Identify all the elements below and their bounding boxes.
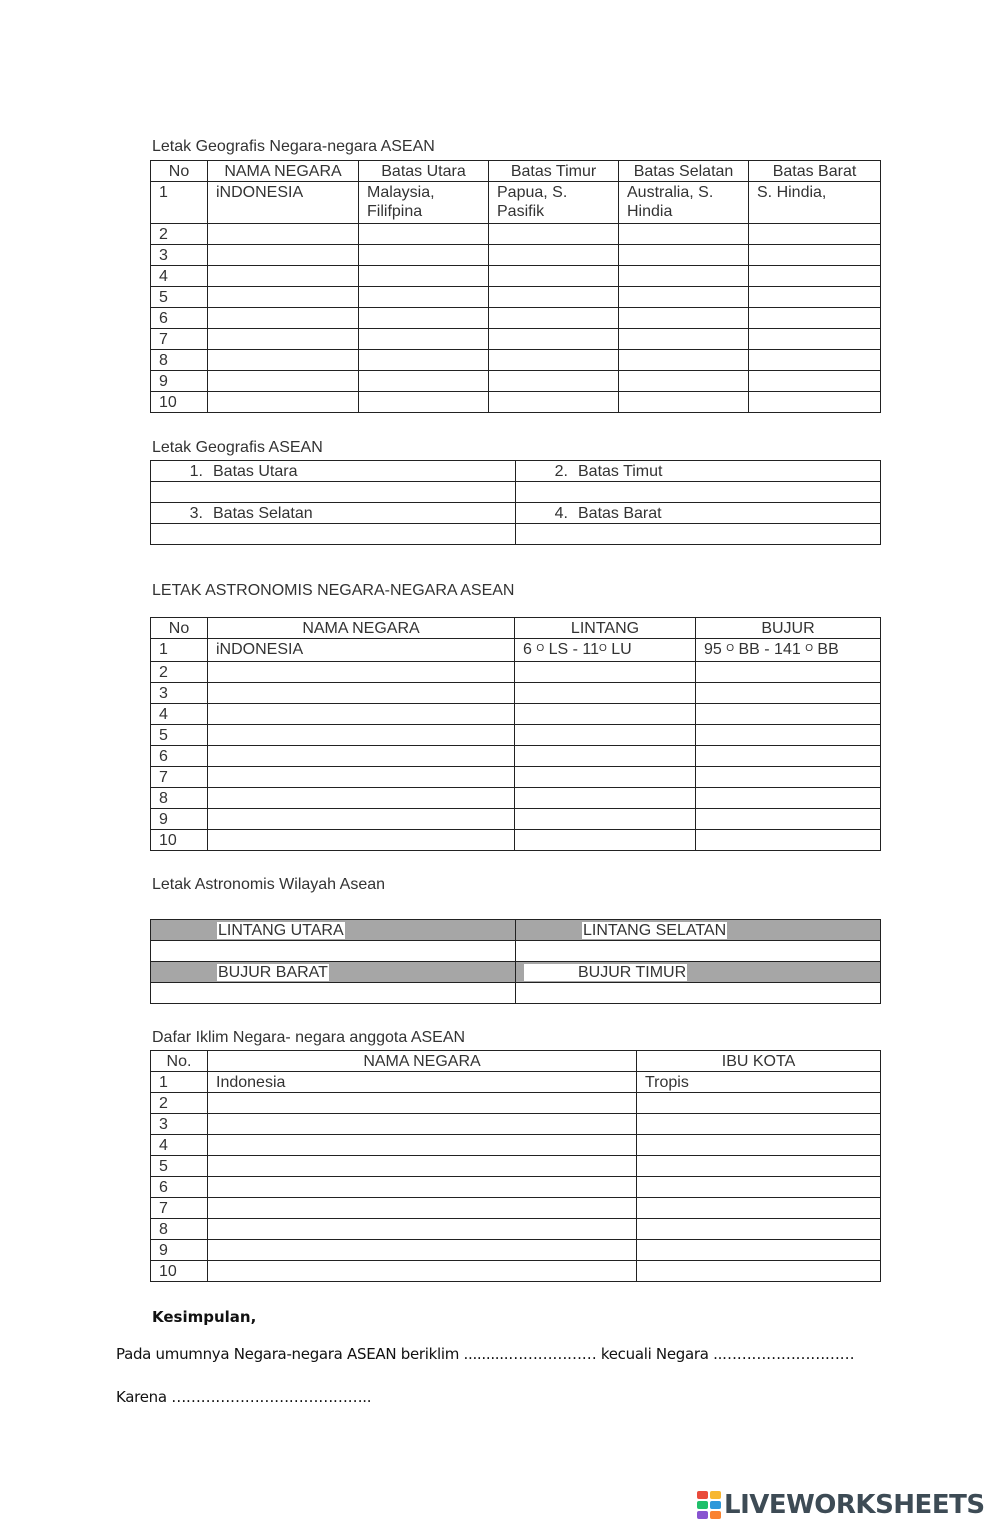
table-cell: Papua, S. Pasifik	[489, 182, 619, 224]
table-cell[interactable]	[208, 371, 359, 392]
table-cell[interactable]	[696, 725, 881, 746]
bujur-barat-answer[interactable]	[151, 983, 516, 1004]
table-row	[151, 329, 881, 350]
table-row	[151, 1261, 881, 1282]
row-number: 7	[151, 1198, 208, 1219]
table-row	[151, 266, 881, 287]
table-cell[interactable]	[515, 662, 696, 683]
row-number: 3	[151, 683, 208, 704]
table-cell: Australia, S. Hindia	[619, 182, 749, 224]
table-cell[interactable]	[208, 287, 359, 308]
row-number: 6	[151, 1177, 208, 1198]
lintang-selatan-answer[interactable]	[516, 941, 881, 962]
table-row	[151, 639, 881, 662]
table-row	[151, 1093, 881, 1114]
row-number: 5	[151, 1156, 208, 1177]
table-cell[interactable]	[696, 809, 881, 830]
table-cell[interactable]	[489, 392, 619, 413]
row-number: 5	[151, 287, 208, 308]
table-cell[interactable]	[208, 1114, 637, 1135]
column-header: Batas Barat	[749, 161, 881, 182]
table-cell[interactable]	[208, 266, 359, 287]
latitude-value: 6 $^O$ LS - $11^O$ LU	[515, 639, 696, 662]
table-row	[151, 1135, 881, 1156]
row-number: 4	[151, 266, 208, 287]
table-cell[interactable]	[359, 392, 489, 413]
table-cell[interactable]	[208, 1261, 637, 1282]
table-cell[interactable]	[208, 1177, 637, 1198]
table-row	[151, 287, 881, 308]
bujur-timur-label: BUJUR TIMUR	[516, 962, 881, 983]
section3-title: LETAK ASTRONOMIS NEGARA-NEGARA ASEAN	[152, 582, 515, 599]
table-cell[interactable]	[696, 788, 881, 809]
table-row	[151, 182, 881, 224]
table-row	[151, 1072, 881, 1093]
column-header: IBU KOTA	[637, 1051, 881, 1072]
table-cell[interactable]	[208, 1219, 637, 1240]
table-cell[interactable]	[619, 329, 749, 350]
conclusion-sentence-2: Karena …………………………………..	[116, 1388, 372, 1406]
table-cell[interactable]	[749, 224, 881, 245]
batas-utara-answer[interactable]	[151, 482, 516, 503]
table-row	[151, 224, 881, 245]
table-cell[interactable]	[637, 1093, 881, 1114]
table-row	[151, 1240, 881, 1261]
table-row	[151, 245, 881, 266]
table-cell[interactable]	[208, 767, 515, 788]
logo-icon	[697, 1491, 721, 1519]
table-row	[151, 1219, 881, 1240]
row-number: 7	[151, 767, 208, 788]
table-cell[interactable]	[208, 788, 515, 809]
lintang-selatan-label: LINTANG SELATAN	[516, 920, 881, 941]
table-cell[interactable]	[619, 224, 749, 245]
row-number: 4	[151, 1135, 208, 1156]
table-cell: iNDONESIA	[208, 182, 359, 224]
logo-text: LIVEWORKSHEETS	[724, 1490, 985, 1520]
table-cell[interactable]	[515, 830, 696, 851]
table-cell[interactable]	[489, 287, 619, 308]
table-cell[interactable]	[359, 350, 489, 371]
table-cell[interactable]	[208, 809, 515, 830]
table-cell[interactable]	[359, 245, 489, 266]
asean-astronomic-table	[150, 919, 881, 1004]
table-cell[interactable]	[515, 683, 696, 704]
table-cell[interactable]	[208, 350, 359, 371]
column-header: Batas Timur	[489, 161, 619, 182]
table-header-row	[151, 618, 881, 639]
row-number: 1	[151, 639, 208, 662]
table-cell[interactable]	[749, 392, 881, 413]
section2-title: Letak Geografis ASEAN	[152, 439, 323, 456]
table-row	[151, 788, 881, 809]
batas-barat-answer[interactable]	[516, 524, 881, 545]
table-cell[interactable]	[619, 392, 749, 413]
table-cell[interactable]	[637, 1114, 881, 1135]
table-row	[151, 308, 881, 329]
column-header: No.	[151, 1051, 208, 1072]
table-cell[interactable]	[359, 287, 489, 308]
table-cell[interactable]	[749, 350, 881, 371]
table-cell[interactable]	[696, 662, 881, 683]
asean-borders-table	[150, 460, 881, 545]
table-row	[151, 767, 881, 788]
table-row	[151, 704, 881, 725]
table-cell[interactable]	[208, 662, 515, 683]
table-cell: Tropis	[637, 1072, 881, 1093]
row-number: 1	[151, 1072, 208, 1093]
logo-square	[710, 1501, 721, 1509]
logo-square	[697, 1511, 708, 1519]
lintang-utara-answer[interactable]	[151, 941, 516, 962]
table-row	[151, 830, 881, 851]
column-header: No	[151, 161, 208, 182]
header-no: No	[151, 618, 208, 639]
table-cell[interactable]	[489, 329, 619, 350]
geographic-borders-table	[150, 160, 881, 413]
table-cell[interactable]	[637, 1198, 881, 1219]
table-cell[interactable]	[208, 1135, 637, 1156]
table-cell[interactable]	[359, 371, 489, 392]
logo-square	[697, 1501, 708, 1509]
bujur-barat-label: BUJUR BARAT	[151, 962, 516, 983]
row-number: 7	[151, 329, 208, 350]
row-number: 1	[151, 182, 208, 224]
table-cell: S. Hindia,	[749, 182, 881, 224]
row-number: 8	[151, 788, 208, 809]
table-cell[interactable]	[208, 329, 359, 350]
table-cell[interactable]	[637, 1177, 881, 1198]
table-cell[interactable]	[359, 308, 489, 329]
longitude-value: 95 $^O$ BB - 141 $^O$ BB	[696, 639, 881, 662]
table-row	[151, 662, 881, 683]
row-number: 9	[151, 371, 208, 392]
table-cell[interactable]	[208, 725, 515, 746]
table-cell[interactable]	[619, 350, 749, 371]
table-row	[151, 809, 881, 830]
table-cell[interactable]	[489, 224, 619, 245]
astronomic-location-table	[150, 617, 881, 851]
logo-square	[710, 1491, 721, 1499]
table-cell[interactable]	[619, 308, 749, 329]
column-header: Batas Utara	[359, 161, 489, 182]
table-cell[interactable]	[208, 1240, 637, 1261]
batas-timur-label: 2. Batas Timut	[516, 461, 881, 482]
table-header-row	[151, 161, 881, 182]
table-row	[151, 1198, 881, 1219]
table-cell[interactable]	[696, 746, 881, 767]
table-row	[151, 350, 881, 371]
table-cell[interactable]	[515, 725, 696, 746]
table-cell[interactable]	[515, 704, 696, 725]
row-number: 10	[151, 830, 208, 851]
column-header: Batas Selatan	[619, 161, 749, 182]
table-row	[151, 683, 881, 704]
row-number: 8	[151, 350, 208, 371]
table-cell[interactable]	[696, 767, 881, 788]
section4-title: Letak Astronomis Wilayah Asean	[152, 876, 386, 893]
section5-title: Dafar Iklim Negara- negara anggota ASEAN	[152, 1029, 466, 1046]
batas-barat-label: 4. Batas Barat	[516, 503, 881, 524]
table-row	[151, 1156, 881, 1177]
row-number: 3	[151, 245, 208, 266]
table-row	[151, 371, 881, 392]
batas-utara-label: 1. Batas Utara	[151, 461, 516, 482]
column-header: NAMA NEGARA	[208, 1051, 637, 1072]
row-number: 10	[151, 392, 208, 413]
country-name: iNDONESIA	[208, 639, 515, 662]
liveworksheets-logo	[697, 1489, 985, 1521]
table-cell[interactable]	[208, 830, 515, 851]
table-cell[interactable]	[619, 287, 749, 308]
table-row	[151, 1177, 881, 1198]
section1-title: Letak Geografis Negara-negara ASEAN	[152, 138, 435, 155]
table-cell[interactable]	[208, 308, 359, 329]
row-number: 8	[151, 1219, 208, 1240]
table-cell[interactable]	[208, 392, 359, 413]
row-number: 9	[151, 809, 208, 830]
table-cell[interactable]	[208, 245, 359, 266]
table-cell[interactable]	[359, 224, 489, 245]
column-header: NAMA NEGARA	[208, 161, 359, 182]
table-cell[interactable]	[696, 683, 881, 704]
row-number: 3	[151, 1114, 208, 1135]
logo-square	[697, 1491, 708, 1499]
table-cell[interactable]	[637, 1135, 881, 1156]
row-number: 2	[151, 224, 208, 245]
table-cell[interactable]	[749, 329, 881, 350]
table-cell[interactable]	[515, 767, 696, 788]
table-cell[interactable]	[749, 287, 881, 308]
table-cell[interactable]	[749, 308, 881, 329]
table-cell[interactable]	[489, 266, 619, 287]
table-cell: Indonesia	[208, 1072, 637, 1093]
conclusion-sentence-1: Pada umumnya Negara-negara ASEAN beriklim ..........……………… kecuali Negara ..………………………	[116, 1345, 855, 1363]
row-number: 2	[151, 1093, 208, 1114]
header-bujur: BUJUR	[696, 618, 881, 639]
lintang-utara-label: LINTANG UTARA	[151, 920, 516, 941]
table-cell[interactable]	[637, 1219, 881, 1240]
row-number: 6	[151, 308, 208, 329]
table-cell[interactable]	[515, 746, 696, 767]
row-number: 4	[151, 704, 208, 725]
conclusion-heading: Kesimpulan,	[152, 1308, 257, 1326]
table-cell[interactable]	[696, 704, 881, 725]
table-row	[151, 392, 881, 413]
row-number: 9	[151, 1240, 208, 1261]
batas-selatan-answer[interactable]	[151, 524, 516, 545]
table-cell[interactable]	[619, 266, 749, 287]
table-cell: Malaysia, Filifpina	[359, 182, 489, 224]
table-row	[151, 746, 881, 767]
table-cell[interactable]	[619, 245, 749, 266]
table-cell[interactable]	[619, 371, 749, 392]
row-number: 2	[151, 662, 208, 683]
table-cell[interactable]	[749, 245, 881, 266]
table-cell[interactable]	[359, 266, 489, 287]
table-cell[interactable]	[515, 788, 696, 809]
logo-square	[710, 1511, 721, 1519]
batas-timur-answer[interactable]	[516, 482, 881, 503]
table-cell[interactable]	[208, 1093, 637, 1114]
table-cell[interactable]	[749, 266, 881, 287]
table-cell[interactable]	[489, 350, 619, 371]
batas-selatan-label: 3. Batas Selatan	[151, 503, 516, 524]
table-row	[151, 1114, 881, 1135]
table-cell[interactable]	[637, 1240, 881, 1261]
row-number: 5	[151, 725, 208, 746]
table-cell[interactable]	[515, 809, 696, 830]
table-cell[interactable]	[208, 1156, 637, 1177]
table-cell[interactable]	[359, 329, 489, 350]
table-cell[interactable]	[208, 224, 359, 245]
bujur-timur-answer[interactable]	[516, 983, 881, 1004]
table-cell[interactable]	[696, 830, 881, 851]
row-number: 10	[151, 1261, 208, 1282]
table-row	[151, 725, 881, 746]
climate-table	[150, 1050, 881, 1282]
table-cell[interactable]	[489, 308, 619, 329]
table-cell[interactable]	[489, 371, 619, 392]
table-cell[interactable]	[208, 746, 515, 767]
table-cell[interactable]	[637, 1156, 881, 1177]
table-cell[interactable]	[749, 371, 881, 392]
table-cell[interactable]	[208, 1198, 637, 1219]
header-nama-negara: NAMA NEGARA	[208, 618, 515, 639]
table-cell[interactable]	[208, 683, 515, 704]
row-number: 6	[151, 746, 208, 767]
table-cell[interactable]	[489, 245, 619, 266]
table-cell[interactable]	[637, 1261, 881, 1282]
table-cell[interactable]	[208, 704, 515, 725]
table-header-row	[151, 1051, 881, 1072]
header-lintang: LINTANG	[515, 618, 696, 639]
